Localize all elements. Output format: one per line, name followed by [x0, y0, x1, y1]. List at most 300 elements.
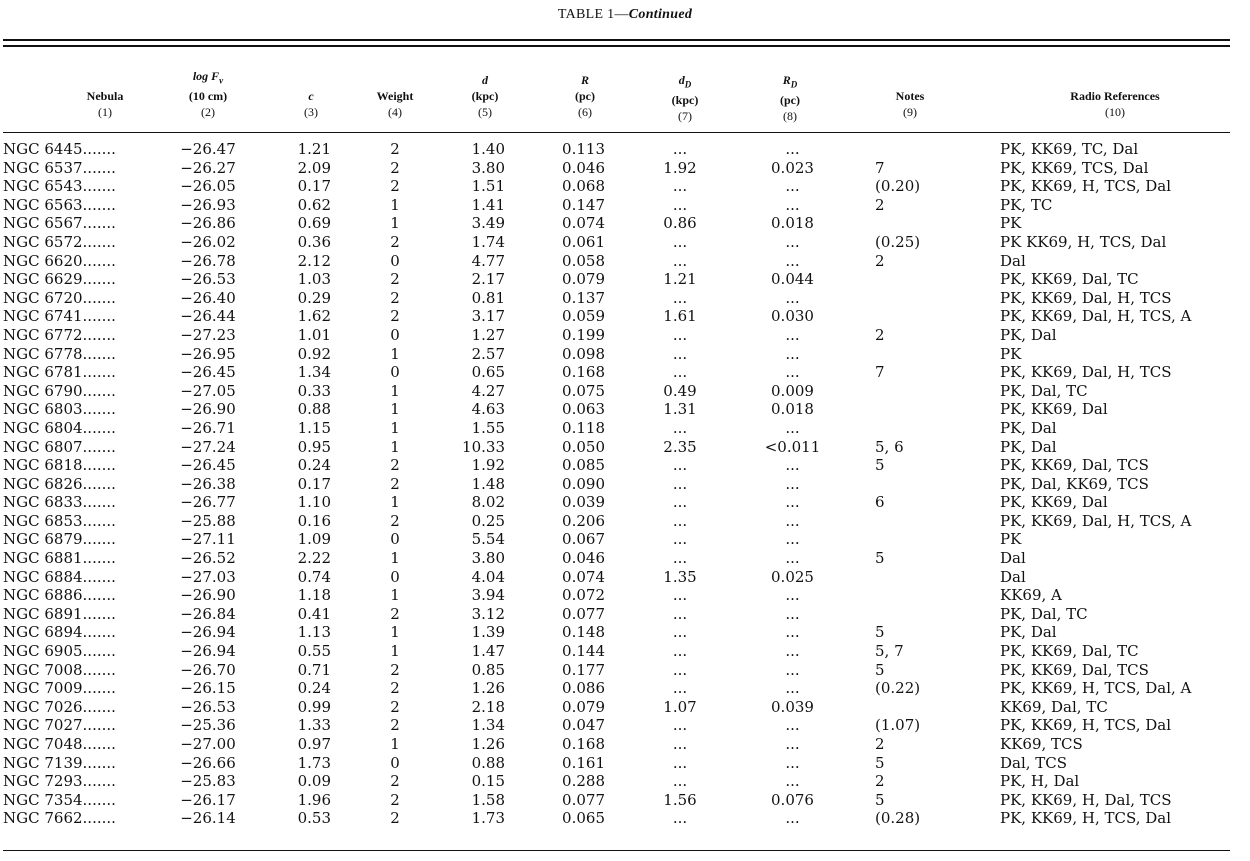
cell-radius: 0.098: [562, 344, 605, 363]
cell-radius-d: ...: [785, 344, 800, 363]
cell-weight: 2: [390, 511, 400, 530]
cell-radius-d: ...: [785, 604, 800, 623]
cell-radius: 0.168: [562, 735, 605, 753]
cell-distance: 3.80: [471, 549, 505, 568]
cell-radius-d: ...: [785, 623, 800, 642]
cell-radius: 0.075: [562, 381, 605, 400]
cell-c: 0.71: [297, 660, 331, 679]
table-row: [0, 159, 1250, 178]
cell-log-flux: −27.03: [180, 567, 236, 586]
header-line3: (8): [783, 109, 797, 124]
cell-distance: 10.33: [462, 437, 505, 456]
header-line1: [1030, 72, 1200, 88]
cell-c: 2.12: [297, 251, 331, 270]
cell-nebula: NGC 6804.......: [3, 418, 116, 437]
cell-distance: 1.26: [471, 735, 505, 753]
cell-log-flux: −26.52: [180, 549, 236, 568]
table-row: [0, 623, 1250, 642]
cell-radius: 0.050: [562, 437, 605, 456]
table-row: [0, 735, 1250, 754]
cell-nebula: NGC 6790.......: [3, 381, 116, 400]
cell-nebula: NGC 6803.......: [3, 400, 116, 419]
cell-distance-d: ...: [672, 809, 688, 828]
cell-radio-references: PK, Dal: [1000, 437, 1057, 456]
header-line3: (4): [388, 105, 402, 119]
cell-distance: 0.15: [471, 772, 505, 791]
cell-radio-references: Dal: [1000, 567, 1026, 586]
cell-distance: 3.49: [471, 214, 505, 233]
cell-distance: 1.41: [471, 195, 505, 214]
header-line2: Nebula: [86, 89, 124, 103]
cell-distance-d: ...: [672, 604, 688, 623]
cell-c: 0.97: [297, 735, 331, 753]
cell-radius-d: 0.039: [771, 697, 814, 716]
cell-log-flux: −26.44: [180, 307, 236, 326]
cell-log-flux: −26.02: [180, 232, 236, 251]
cell-nebula: NGC 6884.......: [3, 567, 116, 586]
cell-radius-d: ...: [785, 772, 800, 791]
cell-nebula: NGC 7026.......: [3, 697, 116, 716]
cell-distance: 3.94: [471, 586, 505, 605]
cell-distance: 5.54: [471, 530, 505, 549]
cell-radio-references: PK, H, Dal: [1000, 772, 1080, 791]
cell-distance-d: ...: [672, 177, 688, 196]
cell-radius-d: 0.018: [771, 214, 814, 233]
cell-radius: 0.072: [562, 586, 605, 605]
cell-radio-references: PK, KK69, Dal: [1000, 493, 1108, 512]
cell-nebula: NGC 6741.......: [3, 307, 116, 326]
table-row: [0, 382, 1250, 401]
caption-prefix: TABLE 1—: [557, 7, 629, 22]
cell-radius-d: ...: [785, 493, 800, 512]
cell-distance-d: 1.56: [663, 790, 697, 809]
cell-radius-d: ...: [785, 530, 800, 549]
cell-weight: 1: [390, 549, 400, 568]
cell-radio-references: PK, KK69, Dal, H, TCS, A: [1000, 307, 1192, 326]
cell-radio-references: Dal, TCS: [1000, 753, 1068, 772]
header-line1: [875, 72, 945, 88]
cell-weight: 2: [390, 604, 400, 623]
cell-log-flux: −26.15: [180, 679, 236, 698]
header-line1: $d_D$: [678, 73, 692, 90]
cell-nebula: NGC 7008.......: [3, 660, 116, 679]
cell-log-flux: −25.36: [180, 716, 236, 735]
cell-radius: 0.077: [562, 790, 605, 809]
cell-c: 0.74: [297, 567, 331, 586]
cell-radius-d: 0.076: [771, 790, 814, 809]
cell-log-flux: −26.71: [180, 418, 236, 437]
cell-distance: 3.12: [471, 604, 505, 623]
cell-distance: 0.81: [471, 288, 505, 307]
cell-distance-d: 1.31: [663, 400, 697, 419]
cell-weight: 2: [390, 270, 400, 289]
cell-distance-d: 1.61: [663, 307, 697, 326]
cell-distance: 1.55: [471, 418, 505, 437]
cell-radius: 0.079: [562, 697, 605, 716]
cell-c: 0.69: [297, 214, 331, 233]
cell-distance-d: ...: [672, 660, 688, 679]
cell-weight: 2: [390, 697, 400, 716]
caption-suffix: Continued: [628, 7, 693, 22]
table-row: [0, 307, 1250, 326]
cell-distance-d: ...: [672, 753, 688, 772]
cell-log-flux: −26.93: [180, 195, 236, 214]
header-radius-d: [760, 72, 820, 124]
cell-distance-d: ...: [672, 456, 688, 475]
cell-log-flux: −26.86: [180, 214, 236, 233]
cell-distance-d: ...: [672, 679, 688, 698]
cell-radius: 0.085: [562, 456, 605, 475]
cell-c: 0.41: [297, 604, 331, 623]
cell-distance-d: ...: [672, 586, 688, 605]
header-line3: (7): [678, 109, 692, 124]
cell-distance-d: ...: [672, 344, 688, 363]
cell-log-flux: −27.00: [180, 735, 236, 753]
cell-radius-d: ...: [785, 716, 800, 735]
cell-notes: 7: [875, 363, 885, 382]
cell-notes: 5: [875, 790, 885, 809]
cell-log-flux: −26.45: [180, 456, 236, 475]
table-row: [0, 326, 1250, 345]
cell-c: 1.73: [297, 753, 331, 772]
cell-c: 0.09: [297, 772, 331, 791]
cell-weight: 0: [390, 530, 400, 549]
table-row: [0, 196, 1250, 215]
cell-distance: 1.48: [471, 474, 505, 493]
cell-radius-d: ...: [785, 679, 800, 698]
cell-distance-d: ...: [672, 735, 688, 753]
cell-log-flux: −26.45: [180, 363, 236, 382]
cell-radius-d: ...: [785, 474, 800, 493]
cell-distance-d: ...: [672, 772, 688, 791]
cell-weight: 2: [390, 158, 400, 177]
cell-c: 0.16: [297, 511, 331, 530]
cell-log-flux: −26.38: [180, 474, 236, 493]
cell-c: 0.24: [297, 679, 331, 698]
cell-radio-references: PK, KK69, Dal, H, TCS: [1000, 363, 1172, 382]
cell-distance: 4.04: [471, 567, 505, 586]
cell-radius-d: ...: [785, 753, 800, 772]
cell-distance: 0.65: [471, 363, 505, 382]
cell-distance-d: ...: [672, 195, 688, 214]
cell-weight: 1: [390, 586, 400, 605]
cell-distance: 1.74: [471, 232, 505, 251]
cell-distance: 1.26: [471, 679, 505, 698]
cell-c: 1.96: [297, 790, 331, 809]
cell-nebula: NGC 6881.......: [3, 549, 116, 568]
top-rule-1: [3, 39, 1230, 41]
header-line1: [291, 72, 331, 88]
cell-radius-d: 0.023: [771, 158, 814, 177]
table-row: [0, 363, 1250, 382]
cell-radio-references: PK, KK69, H, TCS, Dal: [1000, 809, 1172, 828]
cell-nebula: NGC 6807.......: [3, 437, 116, 456]
cell-log-flux: −27.11: [180, 530, 236, 549]
cell-log-flux: −26.94: [180, 623, 236, 642]
cell-radius: 0.039: [562, 493, 605, 512]
cell-radio-references: PK, Dal, TC: [1000, 604, 1088, 623]
cell-nebula: NGC 7293.......: [3, 772, 116, 791]
cell-nebula: NGC 6905.......: [3, 642, 116, 661]
cell-c: 0.29: [297, 288, 331, 307]
cell-distance-d: 1.92: [663, 158, 697, 177]
cell-notes: (0.28): [875, 809, 921, 828]
cell-radius: 0.090: [562, 474, 605, 493]
cell-distance: 0.88: [471, 753, 505, 772]
table-row: [0, 772, 1250, 791]
header-radio-references: [1030, 72, 1200, 120]
header-nebula: [55, 72, 155, 120]
table-row: [0, 809, 1250, 828]
cell-radius-d: 0.044: [771, 270, 814, 289]
header-line2: Weight: [376, 89, 414, 103]
cell-c: 1.13: [297, 623, 331, 642]
cell-radio-references: PK, KK69, H, TCS, Dal: [1000, 716, 1172, 735]
table-row: [0, 698, 1250, 717]
cell-radio-references: KK69, Dal, TC: [1000, 697, 1108, 716]
header-line1: $R_D$: [782, 73, 798, 90]
cell-log-flux: −27.24: [180, 437, 236, 456]
header-radius: [555, 72, 615, 120]
cell-weight: 0: [390, 753, 400, 772]
cell-distance-d: ...: [672, 232, 688, 251]
cell-c: 2.22: [297, 549, 331, 568]
cell-radius: 0.137: [562, 288, 605, 307]
cell-radius-d: ...: [785, 735, 800, 753]
cell-notes: 5, 6: [875, 437, 904, 456]
cell-weight: 1: [390, 344, 400, 363]
cell-radio-references: PK, Dal, TC: [1000, 381, 1088, 400]
cell-distance-d: ...: [672, 251, 688, 270]
cell-distance: 1.73: [471, 809, 505, 828]
cell-c: 1.33: [297, 716, 331, 735]
cell-radio-references: PK, KK69, H, TCS, Dal: [1000, 177, 1172, 196]
cell-notes: 5: [875, 623, 885, 642]
header-line3: (2): [201, 105, 215, 120]
cell-weight: 2: [390, 772, 400, 791]
cell-radius-d: ...: [785, 511, 800, 530]
cell-weight: 0: [390, 325, 400, 344]
cell-radius: 0.086: [562, 679, 605, 698]
cell-radius: 0.077: [562, 604, 605, 623]
header-weight: [365, 72, 425, 120]
cell-c: 0.99: [297, 697, 331, 716]
cell-radius: 0.118: [562, 418, 605, 437]
cell-weight: 2: [390, 232, 400, 251]
table-row: [0, 642, 1250, 661]
cell-radius: 0.168: [562, 363, 605, 382]
cell-log-flux: −26.05: [180, 177, 236, 196]
cell-nebula: NGC 6629.......: [3, 270, 116, 289]
cell-radius: 0.046: [562, 549, 605, 568]
cell-weight: 1: [390, 493, 400, 512]
cell-c: 1.18: [297, 586, 331, 605]
cell-distance: 1.27: [471, 325, 505, 344]
header-rule: [3, 132, 1230, 133]
cell-nebula: NGC 6445.......: [3, 140, 116, 158]
cell-radius: 0.206: [562, 511, 605, 530]
header-line3: (1): [98, 105, 112, 119]
cell-nebula: NGC 7048.......: [3, 735, 116, 753]
cell-weight: 1: [390, 214, 400, 233]
cell-radius: 0.074: [562, 214, 605, 233]
cell-distance-d: ...: [672, 363, 688, 382]
cell-radius-d: 0.018: [771, 400, 814, 419]
table-row: [0, 493, 1250, 512]
cell-c: 1.62: [297, 307, 331, 326]
cell-nebula: NGC 6818.......: [3, 456, 116, 475]
cell-weight: 1: [390, 437, 400, 456]
cell-radius-d: ...: [785, 586, 800, 605]
cell-c: 1.03: [297, 270, 331, 289]
cell-weight: 0: [390, 251, 400, 270]
cell-radius: 0.177: [562, 660, 605, 679]
cell-weight: 0: [390, 567, 400, 586]
header-distance-d: [655, 72, 715, 124]
cell-radius: 0.113: [562, 140, 605, 158]
cell-radio-references: PK, KK69, Dal: [1000, 400, 1108, 419]
top-rule-2: [3, 45, 1230, 47]
cell-nebula: NGC 6567.......: [3, 214, 116, 233]
cell-c: 0.17: [297, 474, 331, 493]
cell-distance-d: ...: [672, 549, 688, 568]
cell-distance-d: 0.86: [663, 214, 697, 233]
header-line3: (3): [304, 105, 318, 119]
cell-notes: (0.22): [875, 679, 921, 698]
cell-distance-d: ...: [672, 140, 688, 158]
cell-distance-d: ...: [672, 474, 688, 493]
table-row: [0, 754, 1250, 773]
cell-distance: 3.17: [471, 307, 505, 326]
header-line1: $\log F_\nu$: [192, 69, 224, 86]
header-line1: R: [580, 73, 589, 87]
header-line2: Radio References: [1070, 89, 1160, 103]
cell-distance-d: ...: [672, 716, 688, 735]
table-row: [0, 419, 1250, 438]
table-row: [0, 716, 1250, 735]
cell-distance: 8.02: [471, 493, 505, 512]
cell-log-flux: −26.53: [180, 697, 236, 716]
header-line2: Notes: [895, 89, 925, 103]
cell-c: 0.92: [297, 344, 331, 363]
cell-radius: 0.067: [562, 530, 605, 549]
cell-c: 0.55: [297, 642, 331, 661]
cell-nebula: NGC 6620.......: [3, 251, 116, 270]
cell-weight: 2: [390, 790, 400, 809]
cell-c: 1.21: [297, 140, 331, 158]
table-row: [0, 549, 1250, 568]
cell-weight: 1: [390, 400, 400, 419]
table-row: [0, 214, 1250, 233]
cell-radio-references: PK, KK69, Dal, H, TCS, A: [1000, 511, 1192, 530]
cell-distance: 1.92: [471, 456, 505, 475]
table-row: [0, 252, 1250, 271]
cell-distance-d: 1.21: [663, 270, 697, 289]
cell-log-flux: −26.77: [180, 493, 236, 512]
cell-nebula: NGC 7139.......: [3, 753, 116, 772]
cell-distance-d: ...: [672, 530, 688, 549]
cell-nebula: NGC 6886.......: [3, 586, 116, 605]
cell-notes: 5: [875, 456, 885, 475]
cell-nebula: NGC 6720.......: [3, 288, 116, 307]
cell-log-flux: −25.83: [180, 772, 236, 791]
cell-radius-d: ...: [785, 418, 800, 437]
cell-notes: 5: [875, 660, 885, 679]
cell-c: 0.95: [297, 437, 331, 456]
cell-radio-references: PK, Dal: [1000, 418, 1057, 437]
cell-nebula: NGC 6543.......: [3, 177, 116, 196]
cell-distance: 4.63: [471, 400, 505, 419]
cell-c: 1.10: [297, 493, 331, 512]
cell-radius: 0.058: [562, 251, 605, 270]
cell-radio-references: PK: [1000, 214, 1022, 233]
header-line2: (kpc): [471, 89, 499, 103]
cell-distance: 4.27: [471, 381, 505, 400]
table-row: [0, 475, 1250, 494]
cell-radio-references: PK KK69, H, TCS, Dal: [1000, 232, 1167, 251]
cell-distance: 1.47: [471, 642, 505, 661]
cell-radius: 0.079: [562, 270, 605, 289]
cell-notes: 7: [875, 158, 885, 177]
cell-weight: 1: [390, 418, 400, 437]
table-row: [0, 530, 1250, 549]
cell-nebula: NGC 6833.......: [3, 493, 116, 512]
cell-notes: 2: [875, 735, 885, 753]
cell-distance: 4.77: [471, 251, 505, 270]
cell-radio-references: PK, Dal, KK69, TCS: [1000, 474, 1149, 493]
cell-weight: 1: [390, 623, 400, 642]
cell-radius-d: ...: [785, 325, 800, 344]
header-line2: c: [308, 89, 314, 103]
cell-weight: 2: [390, 660, 400, 679]
header-distance: [455, 72, 515, 120]
cell-c: 0.17: [297, 177, 331, 196]
cell-nebula: NGC 7027.......: [3, 716, 116, 735]
cell-distance-d: ...: [672, 493, 688, 512]
cell-log-flux: −27.05: [180, 381, 236, 400]
cell-radio-references: PK, KK69, TCS, Dal: [1000, 158, 1149, 177]
table-row: [0, 586, 1250, 605]
cell-radius-d: ...: [785, 642, 800, 661]
cell-distance-d: ...: [672, 623, 688, 642]
cell-distance-d: ...: [672, 288, 688, 307]
cell-radius: 0.065: [562, 809, 605, 828]
cell-nebula: NGC 6781.......: [3, 363, 116, 382]
cell-radius: 0.161: [562, 753, 605, 772]
cell-radius-d: 0.009: [771, 381, 814, 400]
header-line2: (kpc): [671, 93, 699, 108]
cell-distance: 1.34: [471, 716, 505, 735]
cell-nebula: NGC 6891.......: [3, 604, 116, 623]
cell-distance-d: 1.07: [663, 697, 697, 716]
cell-radius: 0.063: [562, 400, 605, 419]
table-row: [0, 679, 1250, 698]
cell-c: 0.33: [297, 381, 331, 400]
header-notes: [875, 72, 945, 120]
cell-notes: 2: [875, 325, 885, 344]
table-caption: [0, 7, 1250, 23]
cell-weight: 1: [390, 735, 400, 753]
cell-distance-d: ...: [672, 642, 688, 661]
cell-c: 1.34: [297, 363, 331, 382]
cell-weight: 1: [390, 642, 400, 661]
cell-log-flux: −26.70: [180, 660, 236, 679]
header-line3: (6): [578, 105, 592, 119]
cell-c: 1.09: [297, 530, 331, 549]
header-line3: (9): [903, 105, 917, 119]
table-row: [0, 270, 1250, 289]
cell-c: 2.09: [297, 158, 331, 177]
